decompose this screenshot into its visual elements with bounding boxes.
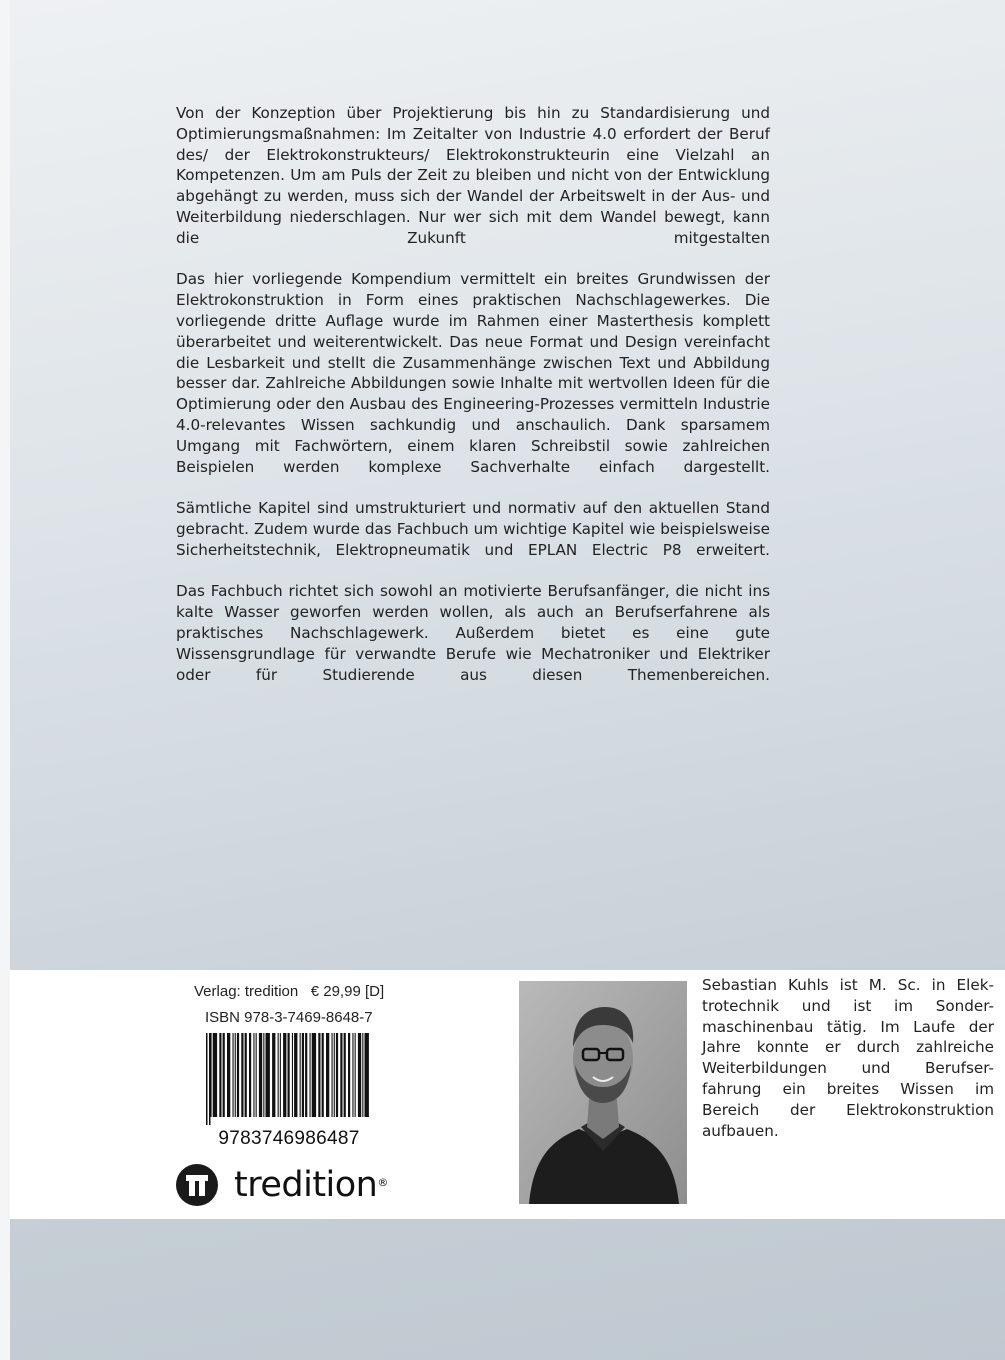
barcode-bar xyxy=(249,1033,251,1117)
barcode-bar xyxy=(322,1033,324,1117)
barcode-bar xyxy=(233,1033,234,1117)
bio-line-8: aufbauen. xyxy=(702,1121,779,1140)
blurb-paragraph-3: Sämtliche Kapitel sind umstrukturiert und normativ auf den aktuellen Stand gebracht. Zudem wurde das Fachbuch um wichtige Kapitel wie beispielsweise Sicherheitstechnik, Elektropneumatik und EPLAN Electric P8 erweitert. xyxy=(176,499,770,559)
blurb-paragraph-2: Das hier vorliegende Kompendium vermittelt ein breites Grundwissen der Elektrokonstruktion in Form eines praktischen Nachschlagewerkes. Die vorliegende dritte Auflage wurde im Rahmen einer Masterthesis komplett überarbeitet und weiterentwickelt. Das neue Format und Design vereinfacht die Lesbarkeit und stellt die Zusammenhänge zwischen Text und Abbildung besser dar. Zahlreiche Abbildungen sowie Inhalte mit wertvollen Ideen für die Optimierung oder den Ausbau des Engineering-Prozesses vermitteln Industrie 4.0-relevantes Wissen sachkundig und anschaulich. Dank sparsamem Umgang mit Fachwörtern, einem klaren Schreibstil sowie zahlreichen Beispielen werden komplexe Sachverhalte einfach dargestellt. xyxy=(176,270,770,476)
blurb-paragraph-1: Von der Konzeption über Projektierung bis hin zu Standardisierung und Optimierungsmaßnahmen: Im Zeitalter von Industrie 4.0 erfordert der Beruf des/ der Elektrokonstrukteurs/ Elektrokonstrukteurin eine Vielzahl an Kompetenzen. Um am Puls der Zeit zu bleiben und nicht von der Entwicklung abgehängt zu werden, muss sich der Wandel der Arbeitswelt in der Aus- und Weiterbildung niederschlagen. Nur wer sich mit dem Wandel bewegt, kann die Zukunft mitgestalten xyxy=(176,104,770,247)
barcode-bar xyxy=(292,1033,293,1117)
barcode-bar xyxy=(266,1033,270,1117)
barcode-bar xyxy=(300,1033,301,1117)
barcode-bar xyxy=(223,1033,225,1117)
barcode-bar xyxy=(259,1033,262,1117)
author-portrait-image xyxy=(519,981,687,1204)
barcode-bar xyxy=(336,1033,338,1117)
barcode-bar xyxy=(211,1033,212,1117)
barcode-bar xyxy=(355,1033,356,1117)
bio-line-7: Bereich der Elektrokonstruktion xyxy=(702,1100,994,1119)
barcode-bar xyxy=(219,1033,221,1117)
bio-line-5: Weiterbildungen und Berufser- xyxy=(702,1059,994,1078)
isbn-barcode xyxy=(204,1033,374,1125)
isbn-line: ISBN 978-3-7469-8648-7 xyxy=(205,1009,373,1026)
barcode-bar xyxy=(318,1033,320,1117)
barcode-bar xyxy=(358,1033,361,1117)
barcode-bar xyxy=(206,1033,208,1125)
blurb-paragraph-4: Das Fachbuch richtet sich sowohl an motivierte Berufsanfänger, die nicht ins kalte Wasser geworfen werden wollen, als auch an Berufserfahrene als praktisches Nachschlagewerk. Außerdem bietet es eine gute Wissensgrundlage für verwandte Berufe wie Mechatroniker und Elektriker oder für Studierende aus diesen Themenbereichen. xyxy=(176,582,770,684)
barcode-bar xyxy=(312,1033,316,1117)
registered-mark: ® xyxy=(377,1176,388,1189)
barcode-bar xyxy=(227,1033,230,1117)
bio-line-4: Jahre konnte er durch zahlreiche xyxy=(702,1038,994,1057)
bio-line-3: maschinenbau tätig. Im Laufe der xyxy=(702,1017,994,1036)
blurb-text xyxy=(176,103,770,706)
publisher-price-line: Verlag: tredition € 29,99 [D] xyxy=(194,983,385,1000)
barcode-bar xyxy=(332,1033,333,1117)
barcode-bar xyxy=(340,1033,342,1117)
barcode-bar xyxy=(278,1033,279,1117)
barcode-bar xyxy=(253,1033,254,1117)
barcode-bar xyxy=(310,1033,311,1117)
barcode-bar xyxy=(209,1033,211,1125)
barcode-bar xyxy=(280,1033,281,1117)
barcode-bar xyxy=(256,1033,257,1117)
barcode-bar xyxy=(302,1033,304,1117)
barcode-bar xyxy=(365,1033,369,1117)
bio-line-1: Sebastian Kuhls ist M. Sc. in Elek- xyxy=(702,976,994,994)
barcode-bar xyxy=(344,1033,346,1117)
logo-wordmark: tredition xyxy=(234,1165,378,1205)
barcode-bar xyxy=(362,1033,363,1117)
barcode-bar xyxy=(288,1033,290,1117)
barcode-bar xyxy=(348,1033,350,1117)
barcode-bar xyxy=(263,1033,264,1117)
barcode-bar xyxy=(334,1033,335,1117)
barcode-bar xyxy=(235,1033,236,1117)
barcode-bar xyxy=(326,1033,329,1117)
barcode-bar xyxy=(241,1033,243,1117)
barcode-bar xyxy=(245,1033,247,1117)
tredition-logo-text xyxy=(234,1160,388,1210)
author-photo xyxy=(519,981,687,1204)
tredition-logo-icon xyxy=(176,1164,218,1206)
barcode-bar xyxy=(237,1033,239,1117)
barcode-bar xyxy=(294,1033,297,1117)
barcode-bar xyxy=(283,1033,286,1117)
barcode-bar xyxy=(352,1033,353,1117)
bio-line-6: fahrung ein breites Wissen im xyxy=(702,1079,994,1098)
bio-line-2: trotechnik und ist im Sonder- xyxy=(702,996,994,1015)
barcode-bar xyxy=(213,1033,217,1117)
barcode-digits: 9783746986487 xyxy=(218,1128,360,1149)
barcode-bar xyxy=(272,1033,275,1117)
barcode-bar xyxy=(305,1033,307,1117)
author-bio xyxy=(702,975,994,1141)
